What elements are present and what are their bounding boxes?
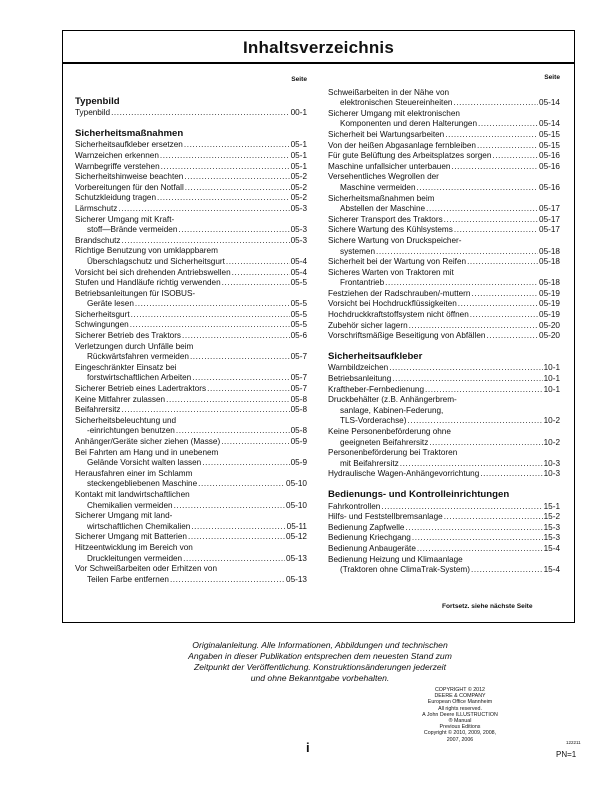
toc-page-number: 00-1 [290,108,307,118]
toc-entry-text: Betriebsanleitungen für ISOBUS- [75,288,196,298]
leader-dots [161,162,290,173]
toc-entry-text: Warnbegriffe verstehen [75,161,160,171]
toc-page-number: 05-2 [290,182,307,192]
section-title: Sicherheitsmaßnahmen [75,127,184,139]
toc-page-number: 10-1 [543,384,560,394]
leader-dots [417,183,539,194]
leader-dots [389,363,542,374]
toc-page-number: 05-17 [539,225,560,235]
toc-entry[interactable] [75,405,307,416]
toc-page-number: 10-3 [543,469,560,479]
toc-entry-text: Sicherer Transport des Traktors [328,214,443,224]
leader-dots [458,299,538,310]
leader-dots [198,479,285,490]
toc-entry-text: Versehentliches Wegrollen der [328,172,439,182]
toc-entry-text: Keine Mitfahrer zulassen [75,394,166,404]
toc-page-number: 05-8 [290,394,307,404]
leader-dots [467,257,538,268]
leader-dots [188,532,285,543]
leader-dots [392,374,542,385]
toc-entry-text: Chemikalien vermeiden [87,500,173,510]
toc-entry-text: Druckleitungen vermeiden [87,553,183,563]
title-box [62,30,575,64]
toc-entry-text: Eingeschränkter Einsatz bei [75,362,177,372]
toc-entry[interactable] [75,215,307,236]
toc-entry-text: Personenbeförderung bei Traktoren [328,448,458,458]
toc-entry-text: Hitzeentwicklung im Bereich von [75,542,193,552]
toc-left-column [75,75,307,585]
toc-entry-text: Sicherheitsaufkleber ersetzen [75,140,183,150]
toc-entry-text: elektronischen Steuereinheiten [340,98,453,108]
toc-page-number: 05-13 [286,574,307,584]
toc-entry-text: Sicherer Umgang mit land- [75,511,173,521]
toc-entry-text: Festziehen der Radschrauben/-muttern [328,288,471,298]
toc-page-number: 05-11 [286,521,307,531]
toc-page-number: 05-7 [290,352,307,362]
leader-dots [232,268,290,279]
copyright-line: A John Deere ILLUSTRUCTION ® Manual [422,711,498,725]
leader-dots [157,193,290,204]
toc-entry[interactable] [75,204,307,215]
toc-entry-text: Sicherer Betrieb des Traktors [75,331,182,341]
toc-entry[interactable] [75,363,307,384]
original-note-line: Angaben in dieser Publikation entsprechen dem neuesten Stand zum [188,651,452,661]
toc-entry[interactable] [75,236,307,247]
leader-dots [454,225,538,236]
section-title: Sicherheitsaufkleber [328,350,423,362]
toc-page-number: 05-5 [290,320,307,330]
toc-entry[interactable] [328,512,560,523]
toc-entry[interactable] [328,257,560,268]
page-number: i [306,740,310,755]
leader-dots [453,98,538,109]
toc-entry-text: Sicherheit bei Wartungsarbeiten [328,129,445,139]
toc-entry[interactable] [328,544,560,555]
toc-entry[interactable] [75,384,307,395]
leader-dots [226,257,290,268]
leader-dots [444,512,543,523]
toc-entry-text: -einrichtungen benutzen [87,426,175,436]
leader-dots [182,331,290,342]
leader-dots [480,469,542,480]
toc-page-number: 05-15 [539,129,560,139]
toc-entry-text: Brandschutz [75,235,121,245]
toc-page-number: 05-19 [539,299,560,309]
leader-dots [429,438,542,449]
leader-dots [444,215,538,226]
toc-entry-text: Beifahrersitz [75,405,121,415]
leader-dots [409,321,538,332]
toc-entry[interactable] [328,88,560,109]
leader-dots [221,437,289,448]
toc-entry-text: Betriebsanleitung [328,374,392,384]
toc-entry-text: Bedienung Kriechgang [328,533,411,543]
toc-entry[interactable] [328,310,560,321]
toc-entry[interactable] [75,395,307,406]
toc-entry[interactable] [328,215,560,226]
toc-entry-text: Vorbereitungen für den Notfall [75,182,184,192]
toc-entry[interactable] [328,374,560,385]
leader-dots [190,352,290,363]
toc-entry-text: Warnzeichen erkennen [75,150,159,160]
toc-entry-text: Verletzungen durch Unfälle beim [75,341,194,351]
toc-entry-text: Gelände Vorsicht walten lassen [87,458,202,468]
toc-page-number: 05-4 [290,256,307,266]
toc-page-number: 05-20 [539,331,560,341]
toc-page-number: 05-7 [290,384,307,394]
toc-entry[interactable] [328,469,560,480]
toc-entry[interactable] [75,183,307,194]
toc-entry[interactable] [328,225,560,236]
leader-dots [478,119,538,130]
toc-entry[interactable] [328,427,560,448]
toc-entry-text: Vorsicht bei sich drehenden Antriebswellen [75,267,231,277]
toc-entry-text: Sichere Wartung von Druckspeicher- [328,235,462,245]
leader-dots [135,299,290,310]
toc-page-number: 05-18 [539,257,560,267]
toc-entry-text: Kontakt mit landwirtschaftlichen [75,489,190,499]
toc-entry[interactable] [75,564,307,585]
toc-page-number: 05-1 [290,161,307,171]
leader-dots [376,247,538,258]
toc-entry-text: Hochdruckkraftstoffsystem nicht öffnen [328,310,469,320]
continued-note: Fortsetz. siehe nächste Seite [442,603,533,610]
toc-entry[interactable] [75,320,307,331]
toc-entry[interactable] [75,246,307,267]
toc-page-number: 10-1 [543,363,560,373]
toc-entry-text: Druckbehälter (z.B. Anhängerbrem- [328,395,457,405]
leader-dots [417,544,543,555]
toc-page-number: 05-13 [286,553,307,563]
leader-dots [122,236,290,247]
toc-page-number: 05-19 [539,310,560,320]
toc-page-number: 05-5 [290,278,307,288]
copyright-line: COPYRIGHT © 2012 [434,687,486,693]
toc-entry-text: Schweißarbeiten in der Nähe von [328,87,450,97]
toc-page-number: 05-17 [539,204,560,214]
toc-entry-text: TLS-Vorderachse) [340,416,407,426]
toc-entry-text: Kraftheber-Fernbedienung [328,384,425,394]
toc-entry-text: Vorschriftsmäßige Beseitigung von Abfällen [328,331,486,341]
toc-entry[interactable] [328,109,560,130]
leader-dots [191,522,285,533]
toc-entry[interactable] [328,289,560,300]
toc-page-number: 15-2 [543,512,560,522]
toc-entry-text: Bedienung Zapfwelle [328,522,405,532]
toc-entry-text: Stufen und Handläufe richtig verwenden [75,278,221,288]
toc-entry-text: (Traktoren ohne ClimaTrak-System) [340,565,470,575]
toc-page-number: 05-3 [290,235,307,245]
toc-right-column [328,73,560,576]
toc-page-number: 05-2 [290,193,307,203]
section-title: Bedienungs- und Kontrolleinrichtungen [328,488,510,500]
seite-header-left: Seite [291,76,307,83]
original-note-line: Originalanleitung. Alle Informationen, Abbildungen und technischen [192,640,448,650]
toc-page-number: 05-14 [539,119,560,129]
toc-page-number: 05-16 [539,161,560,171]
page-title: Inhaltsverzeichnis [243,38,394,57]
toc-entry[interactable] [328,130,560,141]
copyright-line: All rights reserved. [438,705,482,712]
toc-entry[interactable] [75,469,307,490]
toc-entry[interactable] [328,172,560,193]
toc-entry[interactable] [75,490,307,511]
leader-dots [202,458,289,469]
toc-page-number: 05-20 [539,320,560,330]
toc-page-number: 05-3 [290,203,307,213]
toc-entry[interactable] [75,448,307,469]
leader-dots [407,416,542,427]
toc-entry[interactable] [75,416,307,437]
toc-entry-text: systemen [340,246,376,256]
toc-entry[interactable] [75,268,307,279]
toc-entry[interactable] [75,342,307,363]
toc-entry-text: Teilen Farbe entfernen [87,574,169,584]
toc-page-number: 05-8 [290,426,307,436]
toc-entry-text: Hydraulische Wagen-Anhängevorrichtung [328,469,480,479]
toc-page-number: 05-16 [539,151,560,161]
toc-entry-text: Sicherer Umgang mit Batterien [75,532,187,542]
toc-entry[interactable] [75,532,307,543]
seite-header-right: Seite [544,74,560,81]
toc-entry-text: Sicherheitsgurt [75,309,130,319]
toc-entry-text: Hilfs- und Feststellbremsanlage [328,512,443,522]
toc-entry[interactable] [75,108,307,119]
toc-entry[interactable] [328,151,560,162]
toc-page-number: 05-6 [290,331,307,341]
leader-dots [400,459,543,470]
toc-entry-text: Sicherheit bei der Wartung von Reifen [328,257,467,267]
original-note-line: und ohne Bekanntgabe vorbehalten. [250,673,390,683]
toc-page-number: 05-5 [290,309,307,319]
toc-entry-text: stoff—Brände vermeiden [87,225,178,235]
toc-entry-text: Geräte lesen [87,299,134,309]
toc-page-number: 10-1 [543,374,560,384]
leader-dots [192,373,289,384]
leader-dots [486,331,538,342]
toc-page-number: 05-15 [539,140,560,150]
leader-dots [471,289,538,300]
toc-entry[interactable] [328,385,560,396]
toc-entry[interactable] [328,141,560,152]
toc-entry[interactable] [328,299,560,310]
leader-dots [471,565,543,576]
toc-entry-text: Keine Personenbeförderung ohne [328,427,451,436]
leader-dots [470,310,538,321]
toc-page-number: 05-10 [286,479,307,489]
copyright-line: Previous Editions [439,724,481,731]
toc-page-number: 05-9 [290,437,307,446]
toc-entry[interactable] [328,523,560,534]
toc-page-number: 05-5 [290,299,307,309]
toc-page-number: 15-3 [543,522,560,532]
toc-page-number: 05-18 [539,278,560,288]
leader-dots [477,141,538,152]
toc-page-number: 05-7 [290,373,307,383]
toc-entry[interactable] [328,194,560,215]
toc-entry-text: Warnbildzeichen [328,363,389,373]
leader-dots [184,140,290,151]
toc-entry-text: Vorsicht bei Hochdruckflüssigkeiten [328,299,457,309]
leader-dots [412,533,543,544]
toc-entry-text: mit Beifahrersitz [340,458,399,468]
leader-dots [184,172,289,183]
toc-page-number: 05-19 [539,288,560,298]
leader-dots [381,502,542,513]
toc-entry-text: Sicherheitshinweise beachten [75,172,184,182]
toc-entry[interactable] [328,448,560,469]
leader-dots [185,183,290,194]
leader-dots [118,204,289,215]
toc-entry[interactable] [328,395,560,427]
copyright-line: DEERE & COMPANY [434,693,486,700]
toc-entry[interactable] [328,331,560,342]
toc-page-number: 10-2 [543,416,560,426]
leader-dots [130,320,290,331]
toc-entry-text: Vor Schweißarbeiten oder Erhitzen von [75,564,217,574]
toc-entry-text: Abstellen der Maschine [340,204,426,214]
toc-entry[interactable] [328,268,560,289]
leader-dots [176,426,290,437]
toc-entry-text: Sicherer Betrieb eines Ladertraktors [75,384,207,394]
toc-entry-text: sanlage, Kabinen-Federung, [340,405,444,415]
toc-entry-text: Maschine unfallsicher unterbauen [328,161,451,171]
toc-entry-text: Frontantrieb [340,278,385,288]
toc-entry-text: Von der heißen Abgasanlage fernbleiben [328,140,476,150]
toc-entry-text: Sicherer Umgang mit Kraft- [75,214,175,224]
section-title: Typenbild [75,95,120,107]
leader-dots [122,405,290,416]
toc-page-number: 15-1 [543,501,560,511]
toc-entry-text: Sicherer Umgang mit elektronischen [328,108,460,118]
original-note [120,640,520,684]
leader-dots [492,151,538,162]
toc-entry[interactable] [75,162,307,173]
toc-page-number: 05-12 [286,532,307,542]
doc-id: 122211 [566,740,581,745]
toc-page-number: 15-3 [543,533,560,543]
toc-entry-text: Richtige Benutzung von umklappbarem [75,246,218,256]
copyright-line: Copyright © 2010, 2009, 2008, 2007, 2006 [423,730,497,743]
toc-entry-text: wirtschaftlichen Chemikalien [87,521,191,531]
toc-page-number: 05-10 [286,500,307,510]
toc-entry-text: Bei Fahrten am Hang und in unebenem [75,447,219,457]
toc-entry-text: Bedienung Anbaugeräte [328,543,416,553]
toc-entry[interactable] [75,437,307,448]
leader-dots [111,108,290,119]
toc-entry[interactable] [75,331,307,342]
toc-page-number: 15-4 [543,565,560,575]
pn-label: PN=1 [556,750,577,759]
toc-entry[interactable] [75,543,307,564]
toc-page-number: 10-2 [543,437,560,447]
leader-dots [425,385,543,396]
copyright-block [420,687,500,743]
toc-page-number: 05-8 [290,405,307,415]
toc-entry[interactable] [328,555,560,576]
toc-entry-text: Fahrkontrollen [328,501,381,511]
leader-dots [451,162,538,173]
toc-page-number: 15-4 [543,543,560,553]
leader-dots [183,554,285,565]
leader-dots [166,395,290,406]
leader-dots [170,575,285,586]
toc-entry[interactable] [75,289,307,310]
toc-page-number: 05-1 [290,150,307,160]
toc-entry-text: forstwirtschaftlichen Arbeiten [87,373,192,383]
toc-page-number: 05-14 [539,98,560,108]
toc-entry-text: steckengebliebenen Maschine [87,479,198,489]
toc-entry[interactable] [75,172,307,183]
toc-page-number: 05-3 [290,225,307,235]
toc-entry-text: Sicherheitsbeleuchtung und [75,415,177,425]
toc-entry-text: Für gute Belüftung des Arbeitsplatzes sorgen [328,151,492,161]
leader-dots [178,225,289,236]
leader-dots [426,204,538,215]
toc-entry[interactable] [75,193,307,204]
leader-dots [445,130,538,141]
copyright-line: European Office Mannheim [427,699,493,706]
toc-page-number: 05-1 [290,140,307,150]
toc-entry-text: Komponenten und deren Halterungen [340,119,478,129]
toc-entry-text: geeigneten Beifahrersitz [340,437,429,447]
toc-entry-text: Zubehör sicher lagern [328,320,408,330]
toc-entry-text: Lärmschutz [75,203,118,213]
toc-entry[interactable] [75,140,307,151]
original-note-line: Zeitpunkt der Veröffentlichung. Konstruktionsänderungen jederzeit [194,662,446,672]
toc-entry[interactable] [75,310,307,321]
toc-entry-text: Herausfahren einer im Schlamm [75,468,193,478]
toc-page-number: 05-2 [290,172,307,182]
toc-page-number: 05-17 [539,214,560,224]
toc-entry[interactable] [328,363,560,374]
leader-dots [160,151,290,162]
toc-entry-text: Anhänger/Geräte sicher ziehen (Masse) [75,437,221,446]
toc-page-number: 05-16 [539,182,560,192]
leader-dots [405,523,542,534]
toc-entry[interactable] [328,321,560,332]
toc-entry[interactable] [75,151,307,162]
toc-entry-text: Sichere Wartung des Kühlsystems [328,225,453,235]
leader-dots [174,501,285,512]
toc-page-number: 10-3 [543,458,560,468]
toc-entry-text: Typenbild [75,108,111,118]
toc-page-number: 05-4 [290,267,307,277]
leader-dots [222,278,290,289]
toc-entry[interactable] [328,502,560,513]
toc-entry[interactable] [75,511,307,532]
toc-entry[interactable] [75,278,307,289]
toc-entry[interactable] [328,236,560,257]
toc-entry-text: Schwingungen [75,320,129,330]
leader-dots [207,384,290,395]
toc-entry-text: Maschine vermeiden [340,182,416,192]
toc-entry[interactable] [328,162,560,173]
toc-entry-text: Schutzkleidung tragen [75,193,157,203]
toc-page-number: 05-18 [539,246,560,256]
toc-entry-text: Bedienung Heizung und Klimaanlage [328,554,463,564]
leader-dots [385,278,538,289]
toc-page-number: 05-9 [290,458,307,468]
toc-entry[interactable] [328,533,560,544]
toc-entry-text: Sicherheitsmaßnahmen beim [328,193,435,203]
toc-entry-text: Rückwärtsfahren vermeiden [87,352,189,362]
toc-entry-text: Sicheres Warten von Traktoren mit [328,267,454,277]
toc-entry-text: Überschlagschutz und Sicherheitsgurt [87,256,225,266]
leader-dots [131,310,290,321]
